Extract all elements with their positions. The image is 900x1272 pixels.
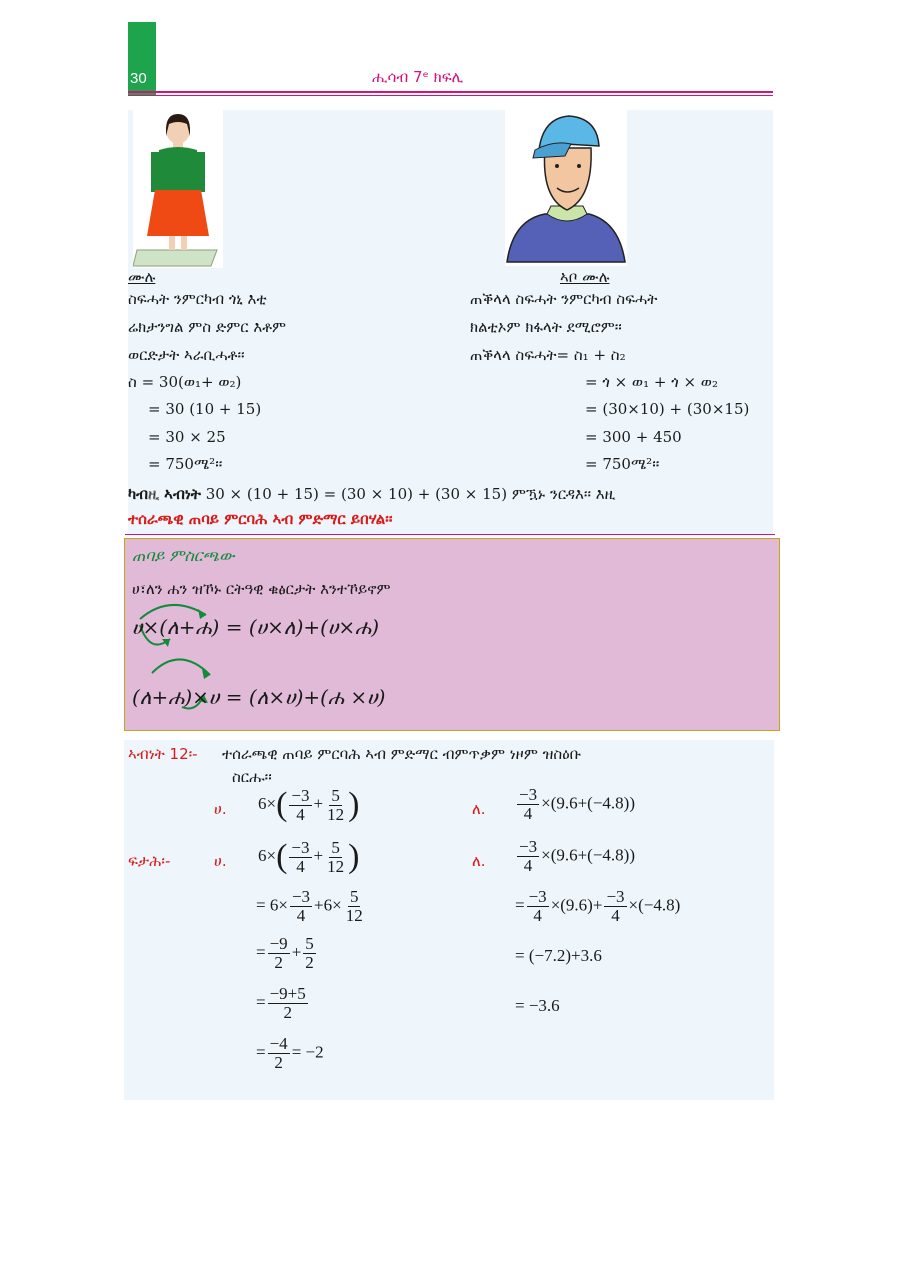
solution-b-step-3: = −3.6 xyxy=(515,996,560,1015)
example-instruction-2: ስርሑ፡፡ xyxy=(232,768,272,786)
left-calc-1: ስ = 30(ወ₁+ ወ₂) xyxy=(128,373,242,391)
right-line-2: ክልቲኦም ክፋላት ደሚሮም፡፡ xyxy=(470,318,622,336)
left-calc-2: = 30 (10 + 15) xyxy=(148,400,262,418)
solution-a-step-2: = $\frac{-9}{2}$ + $\frac{5}{2}$ xyxy=(256,934,314,972)
formula-left-distributive: ሀ×(ለ+ሐ) = (ሀ×ለ)+(ሀ×ሐ) xyxy=(132,615,380,639)
example-instruction-1: ተሰራጫዊ ጠባይ ምርባሕ ኣብ ምድማር ብምጥቃም ነዞም ዝስዕቡ xyxy=(222,745,582,763)
conclusion-line xyxy=(128,485,616,503)
section-divider xyxy=(125,534,775,535)
property-rule: ሀ፣ለን ሐን ዝኾኑ ርትዓዊ ቁፅርታት እንተኾይኖም xyxy=(132,580,391,598)
right-line-3: ጠቕላላ ስፍሓት= ስ₁ + ስ₂ xyxy=(470,346,626,364)
right-calc-2: = (30×10) + (30×15) xyxy=(585,400,750,418)
book-title: ሒሳብ 7ᵉ ክፍሊ xyxy=(372,68,464,86)
solution-b-label: ለ. xyxy=(472,852,486,870)
conclusion-red-line: ተሰራጫዊ ጠባይ ምርባሕ ኣብ ምድማር ይበሃል፡፡ xyxy=(128,510,393,528)
solution-a-step-1: = 6× $\frac{-3}{4}$ +6× $\frac{5}{12}$ xyxy=(256,887,363,925)
left-name: ሙሉ xyxy=(128,268,156,286)
example-label: ኣብነት 12፡- xyxy=(128,745,198,763)
solution-label: ፍታሕ፡- xyxy=(128,852,171,870)
left-calc-3: = 30 × 25 xyxy=(148,428,226,446)
formula-right-distributive: (ለ+ሐ)×ሀ = (ለ×ሀ)+(ሐ ×ሀ) xyxy=(132,685,386,709)
problem-a: 6×( $\frac{-3}{4}$ + $\frac{5}{12}$ ) xyxy=(258,785,360,824)
property-title: ጠባይ ምስርጫው xyxy=(132,546,235,565)
left-line-1: ስፍሓት ንምርካብ ጎኒ እቲ xyxy=(128,290,267,308)
header-divider-thin xyxy=(128,95,773,96)
solution-a-label: ሀ. xyxy=(214,852,227,870)
solution-b-step-1: = $\frac{-3}{4}$ ×(9.6)+ $\frac{-3}{4}$ ×(−4.8) xyxy=(515,887,681,925)
page-number: 30 xyxy=(130,70,147,87)
left-calc-4: = 750ሜ²፡፡ xyxy=(148,455,223,473)
solution-a-restate: 6×( $\frac{-3}{4}$ + $\frac{5}{12}$ ) xyxy=(258,837,360,876)
solution-b-step-2: = (−7.2)+3.6 xyxy=(515,946,602,965)
solution-a-step-3: = $\frac{-9+5}{2}$ xyxy=(256,984,306,1022)
girl-illustration xyxy=(133,110,223,268)
solution-a-step-4: = $\frac{-4}{2}$ = −2 xyxy=(256,1034,324,1072)
right-line-1: ጠቕላላ ስፍሓት ንምርካብ ስፍሓት xyxy=(470,290,658,308)
part-a-label: ሀ. xyxy=(214,800,227,818)
conclusion-text: 30 × (10 + 15) = (30 × 10) + (30 × 15) ምዃኑ ንርዳእ፡፡ እዚ xyxy=(200,485,616,503)
left-line-3: ወርድታት ኣራቢሓቶ፡፡ xyxy=(128,346,245,364)
right-calc-3: = 300 + 450 xyxy=(585,428,682,446)
right-name: ኣቦ ሙሉ xyxy=(560,268,610,286)
problem-b: $\frac{-3}{4}$ ×(9.6+(−4.8)) xyxy=(519,785,636,823)
man-illustration xyxy=(505,110,627,266)
left-line-2: ሬክታንግል ምስ ድምር እቶም xyxy=(128,318,287,336)
right-calc-1: = ጎ × ወ₁ + ጎ × ወ₂ xyxy=(585,373,718,391)
conclusion-lead: ካብዚ ኣብነት xyxy=(128,485,201,503)
right-calc-4: = 750ሜ²፡፡ xyxy=(585,455,660,473)
solution-b-restate: $\frac{-3}{4}$ ×(9.6+(−4.8)) xyxy=(519,837,636,875)
header-divider xyxy=(128,91,773,93)
part-b-label: ለ. xyxy=(472,800,486,818)
